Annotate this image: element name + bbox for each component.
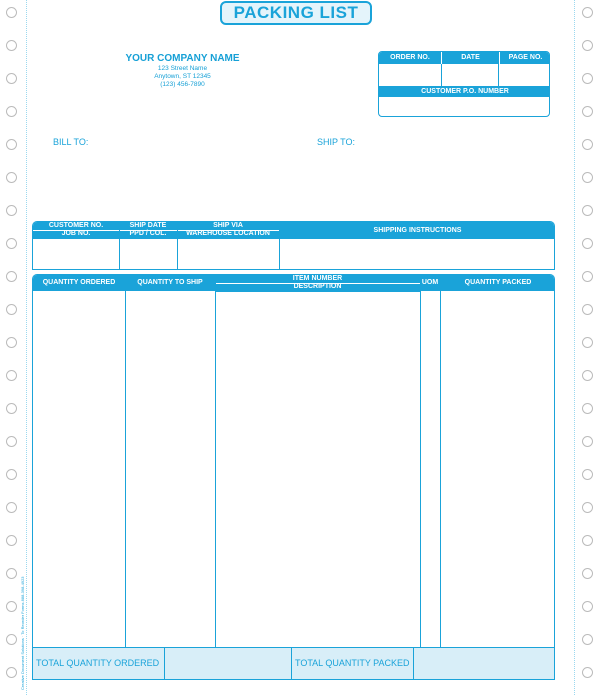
side-reorder-text: Creative Document Solutions · To Reorder Forms 888-398-4923 [20, 576, 25, 690]
tractor-hole [6, 370, 17, 381]
quantity-ordered-header: QUANTITY ORDERED [42, 279, 116, 286]
tractor-hole [582, 469, 593, 480]
tractor-hole [582, 634, 593, 645]
totals-row [33, 647, 555, 679]
tractor-hole [6, 139, 17, 150]
right-perforation [574, 0, 575, 695]
date-label: DATE [441, 52, 499, 64]
customer-po-field[interactable] [379, 97, 550, 117]
shipping-info-row [32, 221, 555, 270]
tractor-hole [582, 601, 593, 612]
page-no-field[interactable] [499, 64, 550, 86]
tractor-hole [582, 139, 593, 150]
tractor-hole [582, 205, 593, 216]
company-name: YOUR COMPANY NAME [125, 53, 240, 64]
customer-no-field[interactable] [33, 239, 119, 270]
shipping-instructions-label: SHIPPING INSTRUCTIONS [373, 227, 462, 234]
description-label: DESCRIPTION [293, 283, 342, 290]
tractor-hole [582, 73, 593, 84]
company-phone: (123) 456-7890 [160, 80, 205, 88]
tractor-hole [6, 436, 17, 447]
date-field[interactable] [442, 64, 498, 86]
tractor-hole [6, 271, 17, 282]
tractor-hole [6, 172, 17, 183]
ship-to-field[interactable] [317, 150, 557, 210]
item-header-split [215, 283, 420, 284]
tractor-hole [6, 7, 17, 18]
total-packed-label: TOTAL QUANTITY PACKED [295, 658, 410, 668]
tractor-hole [6, 304, 17, 315]
totals-divider-2 [291, 648, 292, 679]
tractor-hole [582, 568, 593, 579]
quantity-packed-header: QUANTITY PACKED [464, 279, 532, 286]
ppd-col-label: PPD / COL. [129, 230, 167, 237]
tractor-hole [6, 73, 17, 84]
tractor-hole [6, 667, 17, 678]
ship-via-field[interactable] [178, 239, 279, 270]
tractor-hole [6, 535, 17, 546]
description-underline [215, 291, 420, 292]
customer-no-label: CUSTOMER NO. [48, 222, 104, 229]
page-no-label: PAGE NO. [499, 52, 550, 64]
tractor-hole [6, 634, 17, 645]
total-ordered-label: TOTAL QUANTITY ORDERED [36, 658, 160, 668]
description-column[interactable] [216, 293, 420, 649]
info-header-split [33, 230, 279, 231]
ship-date-field[interactable] [120, 239, 177, 270]
total-ordered-field[interactable] [165, 648, 291, 679]
order-no-field[interactable] [379, 64, 441, 86]
warehouse-label: WAREHOUSE LOCATION [186, 230, 270, 237]
tractor-hole [582, 172, 593, 183]
tractor-hole [582, 667, 593, 678]
tractor-hole [582, 535, 593, 546]
order-no-label: ORDER NO. [379, 52, 441, 64]
tractor-hole [582, 436, 593, 447]
tractor-hole [6, 238, 17, 249]
tractor-hole [582, 238, 593, 249]
tractor-hole [582, 40, 593, 51]
bill-to-field[interactable] [53, 150, 293, 210]
item-number-label: ITEM NUMBER [292, 275, 343, 282]
items-table [32, 274, 555, 680]
ship-date-label: SHIP DATE [129, 222, 167, 229]
tractor-hole [582, 106, 593, 117]
job-no-label: JOB NO. [61, 230, 91, 237]
tractor-hole [582, 7, 593, 18]
quantity-to-ship-column[interactable] [126, 291, 215, 649]
tractor-hole [6, 106, 17, 117]
ship-via-label: SHIP VIA [213, 222, 243, 229]
uom-column[interactable] [421, 291, 440, 649]
page-title: PACKING LIST [220, 1, 372, 25]
ship-to-label: SHIP TO: [317, 137, 356, 147]
bill-to-label: BILL TO: [53, 137, 89, 147]
tractor-hole [6, 568, 17, 579]
company-city: Anytown, ST 12345 [154, 72, 211, 80]
tractor-hole [6, 502, 17, 513]
tractor-hole [6, 40, 17, 51]
tractor-hole [6, 205, 17, 216]
shipping-instructions-field[interactable] [280, 239, 555, 270]
tractor-hole [582, 271, 593, 282]
quantity-ordered-column[interactable] [33, 291, 125, 649]
tractor-hole [6, 337, 17, 348]
tractor-hole [582, 337, 593, 348]
quantity-packed-column[interactable] [441, 291, 555, 649]
uom-header: UOM [421, 279, 439, 286]
tractor-hole [582, 370, 593, 381]
customer-po-label: CUSTOMER P.O. NUMBER [379, 86, 550, 97]
tractor-hole [582, 502, 593, 513]
company-block [100, 53, 265, 88]
tractor-hole [582, 403, 593, 414]
order-box [378, 51, 550, 117]
tractor-hole [6, 469, 17, 480]
tractor-hole [6, 403, 17, 414]
tractor-hole [582, 304, 593, 315]
company-street: 123 Street Name [157, 65, 208, 72]
total-packed-field[interactable] [414, 648, 555, 679]
tractor-hole [6, 601, 17, 612]
quantity-to-ship-header: QUANTITY TO SHIP [137, 279, 203, 286]
